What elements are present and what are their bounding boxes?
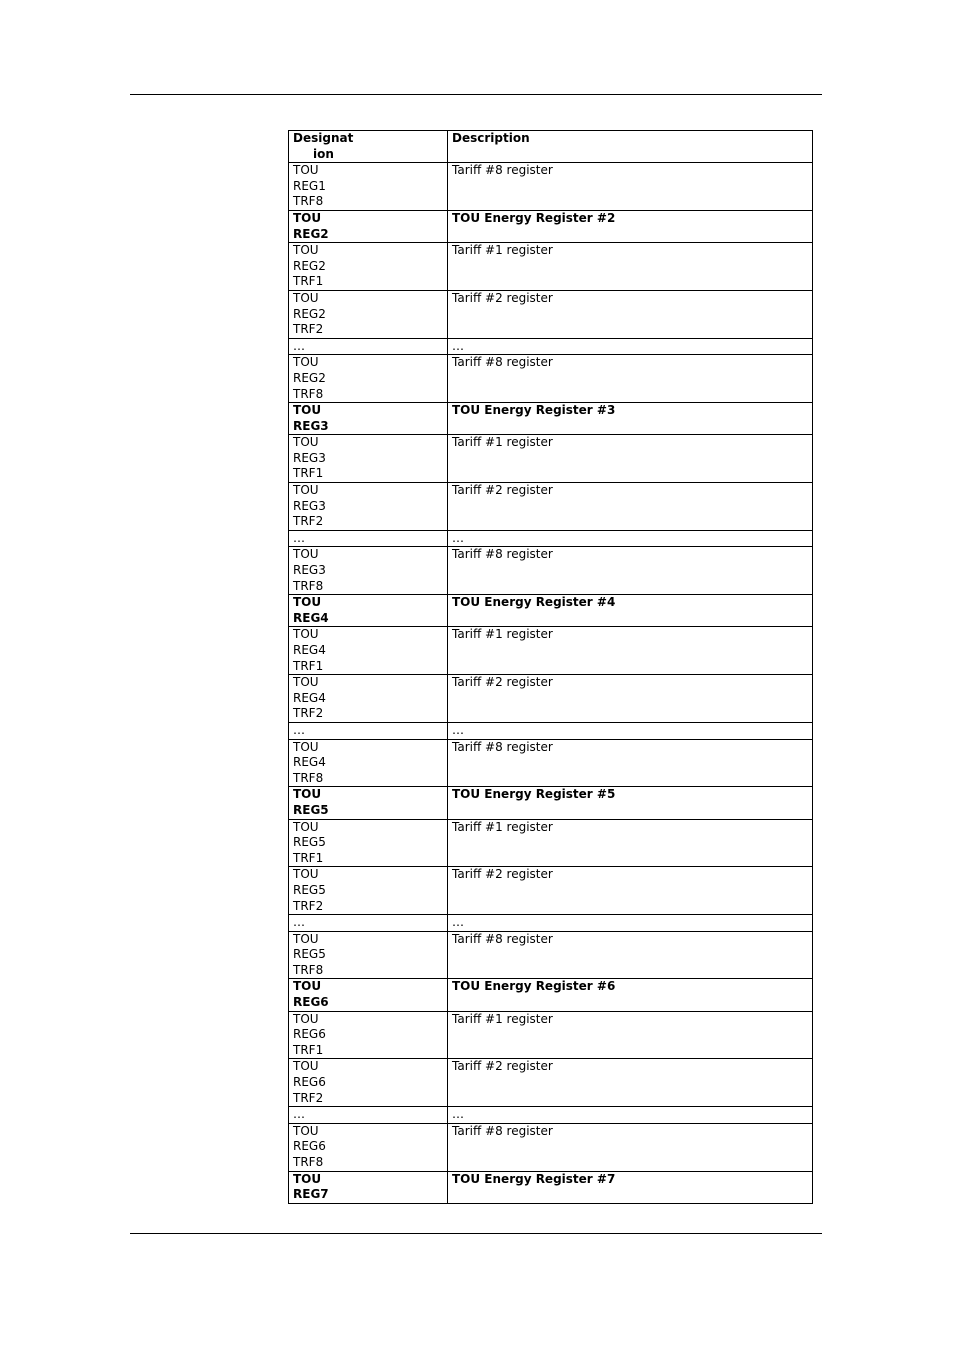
description-cell: TOU Energy Register #6 — [448, 979, 813, 1011]
designation-cell — [289, 1107, 448, 1124]
designation-line-1: TOU — [293, 931, 319, 946]
table-row — [289, 530, 813, 547]
designation-line-2: REG4 — [293, 690, 326, 705]
description-cell: TOU Energy Register #2 — [448, 210, 813, 242]
table-row — [289, 627, 813, 675]
table-row — [289, 483, 813, 531]
description-cell: Tariff #8 register — [448, 355, 813, 403]
table-row — [289, 243, 813, 291]
designation-cell — [289, 290, 448, 338]
designation-line-2: REG3 — [293, 498, 326, 513]
description-cell: Tariff #1 register — [448, 435, 813, 483]
description-cell: TOU Energy Register #3 — [448, 403, 813, 435]
designation-cell — [289, 435, 448, 483]
designation-line-3: TRF2 — [293, 514, 324, 529]
designation-line-1: TOU — [293, 595, 322, 610]
table-row — [289, 739, 813, 787]
description-cell: TOU Energy Register #7 — [448, 1171, 813, 1203]
description-header: Description — [448, 131, 813, 163]
designation-cell — [289, 163, 448, 211]
designation-cell — [289, 210, 448, 242]
description-cell: … — [448, 915, 813, 932]
designation-cell — [289, 979, 448, 1011]
designation-line-1: TOU — [293, 483, 319, 498]
table-row — [289, 675, 813, 723]
designation-cell — [289, 530, 448, 547]
designation-line-1: TOU — [293, 435, 319, 450]
designation-line-3: TRF8 — [293, 578, 324, 593]
description-cell: Tariff #8 register — [448, 163, 813, 211]
designation-line-2: REG1 — [293, 178, 326, 193]
designation-line-1: TOU — [293, 627, 319, 642]
designation-line-1: … — [293, 530, 305, 545]
table-row — [289, 915, 813, 932]
designation-line-3: TRF8 — [293, 770, 324, 785]
designation-cell — [289, 1059, 448, 1107]
section-header-row — [289, 1171, 813, 1203]
designation-line-1: … — [293, 338, 305, 353]
designation-line-3: TRF2 — [293, 898, 324, 913]
designation-line-3: TRF2 — [293, 1090, 324, 1105]
designation-cell — [289, 1011, 448, 1059]
table-row — [289, 931, 813, 979]
table-row — [289, 355, 813, 403]
designation-header — [289, 131, 448, 163]
designation-line-1: TOU — [293, 1171, 322, 1186]
description-cell: TOU Energy Register #5 — [448, 787, 813, 819]
designation-cell — [289, 403, 448, 435]
designation-line-2: REG3 — [293, 563, 326, 578]
description-cell: Tariff #2 register — [448, 1059, 813, 1107]
description-cell: … — [448, 722, 813, 739]
designation-line-1: TOU — [293, 1059, 319, 1074]
designation-cell — [289, 722, 448, 739]
designation-line-1: … — [293, 1107, 305, 1122]
description-cell: Tariff #8 register — [448, 739, 813, 787]
table-row — [289, 338, 813, 355]
section-header-row — [289, 979, 813, 1011]
designation-line-3: TRF8 — [293, 1155, 324, 1169]
designation-cell — [289, 338, 448, 355]
table-row — [289, 290, 813, 338]
designation-cell — [289, 1123, 448, 1171]
designation-line-3: TRF1 — [293, 1042, 324, 1057]
description-cell: Tariff #1 register — [448, 627, 813, 675]
description-cell: Tariff #2 register — [448, 290, 813, 338]
section-header-row — [289, 787, 813, 819]
description-cell: Tariff #1 register — [448, 819, 813, 867]
designation-line-2: REG4 — [293, 610, 329, 625]
table-row — [289, 819, 813, 867]
designation-line-1: TOU — [293, 243, 319, 258]
table-row — [289, 1123, 813, 1171]
description-cell: Tariff #8 register — [448, 931, 813, 979]
section-header-row — [289, 403, 813, 435]
section-header-row — [289, 595, 813, 627]
description-cell: Tariff #2 register — [448, 867, 813, 915]
table-row — [289, 547, 813, 595]
designation-cell — [289, 739, 448, 787]
designation-line-2: REG6 — [293, 995, 329, 1010]
description-cell: Tariff #8 register — [448, 1123, 813, 1171]
designation-cell — [289, 595, 448, 627]
footer-rule — [130, 1233, 822, 1234]
table-row — [289, 163, 813, 211]
designation-cell — [289, 819, 448, 867]
designation-header-line1: Designat — [293, 131, 354, 145]
description-cell: … — [448, 338, 813, 355]
designation-line-2: REG5 — [293, 947, 326, 962]
designation-line-1: TOU — [293, 355, 319, 370]
designation-line-2: REG2 — [293, 258, 326, 273]
header-rule — [130, 94, 822, 95]
description-cell: Tariff #8 register — [448, 547, 813, 595]
designation-line-3: TRF8 — [293, 962, 324, 977]
designation-line-2: REG5 — [293, 802, 329, 817]
designation-cell — [289, 483, 448, 531]
designation-line-1: TOU — [293, 819, 319, 834]
description-cell: Tariff #1 register — [448, 1011, 813, 1059]
designation-cell — [289, 915, 448, 932]
designation-line-3: TRF2 — [293, 706, 324, 721]
table-row — [289, 722, 813, 739]
description-cell: … — [448, 530, 813, 547]
description-cell: TOU Energy Register #4 — [448, 595, 813, 627]
table-row — [289, 1059, 813, 1107]
designation-line-2: REG3 — [293, 418, 329, 433]
designation-line-3: TRF8 — [293, 194, 324, 209]
designation-line-1: TOU — [293, 163, 319, 178]
designation-line-1: TOU — [293, 210, 322, 225]
description-cell: Tariff #1 register — [448, 243, 813, 291]
designation-line-2: REG2 — [293, 370, 326, 385]
designation-line-2: REG3 — [293, 450, 326, 465]
designation-line-1: TOU — [293, 1011, 319, 1026]
designation-line-1: TOU — [293, 403, 322, 418]
designation-cell — [289, 1171, 448, 1203]
designation-line-3: TRF2 — [293, 322, 324, 337]
designation-line-2: REG4 — [293, 643, 326, 657]
designation-line-1: TOU — [293, 547, 319, 562]
designation-line-2: REG5 — [293, 882, 326, 897]
designation-cell — [289, 787, 448, 819]
designation-line-2: REG7 — [293, 1187, 329, 1202]
designation-line-1: TOU — [293, 675, 319, 690]
designation-line-1: TOU — [293, 979, 322, 994]
designation-cell — [289, 675, 448, 723]
designation-line-1: … — [293, 722, 305, 737]
designation-line-3: TRF8 — [293, 386, 324, 401]
designation-cell — [289, 867, 448, 915]
description-cell: … — [448, 1107, 813, 1124]
designation-line-3: TRF1 — [293, 274, 324, 289]
designation-line-2: REG4 — [293, 755, 326, 770]
designation-header-line2: ion — [313, 146, 334, 161]
designation-cell — [289, 243, 448, 291]
table-row — [289, 867, 813, 915]
designation-cell — [289, 931, 448, 979]
description-cell: Tariff #2 register — [448, 483, 813, 531]
designation-line-2: REG2 — [293, 226, 329, 241]
designation-line-1: TOU — [293, 867, 319, 882]
designation-line-2: REG6 — [293, 1075, 326, 1090]
designation-line-1: TOU — [293, 1123, 319, 1138]
designation-line-2: REG5 — [293, 835, 326, 850]
designation-line-1: TOU — [293, 290, 319, 305]
description-cell: Tariff #2 register — [448, 675, 813, 723]
table-body — [289, 163, 813, 1204]
designation-line-3: TRF1 — [293, 850, 324, 865]
designation-line-2: REG6 — [293, 1139, 326, 1154]
designation-line-2: REG6 — [293, 1027, 326, 1042]
designation-line-3: TRF1 — [293, 658, 324, 673]
designation-cell — [289, 355, 448, 403]
designation-line-2: REG2 — [293, 306, 326, 321]
designation-line-1: TOU — [293, 739, 319, 754]
table-row — [289, 1107, 813, 1124]
table-row — [289, 1011, 813, 1059]
designation-line-1: … — [293, 915, 305, 930]
designation-line-1: TOU — [293, 787, 322, 802]
designation-line-3: TRF1 — [293, 466, 324, 481]
table-row — [289, 435, 813, 483]
register-table — [288, 130, 813, 1204]
designation-cell — [289, 627, 448, 675]
designation-cell — [289, 547, 448, 595]
table-header-row — [289, 131, 813, 163]
section-header-row — [289, 210, 813, 242]
